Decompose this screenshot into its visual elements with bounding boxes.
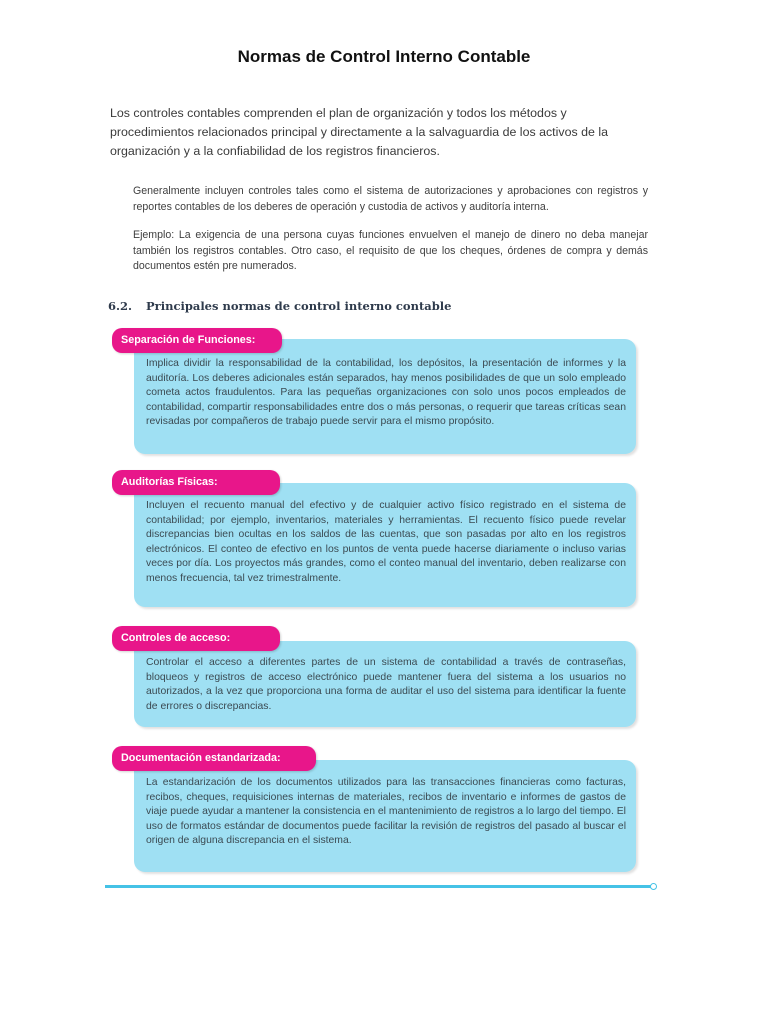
norm-label-controles-acceso: Controles de acceso: [112,626,280,651]
section-title: Principales normas de control interno contable [146,299,452,313]
norm-text: Controlar el acceso a diferentes partes de un sistema de contabilidad a través de contraseñas, bloqueos y registros de acceso electrónico puede mantener fuera del sistema a los usuarios no autorizados, a la vez que proporciona una forma de auditar el uso del sistema para identificar la fuente de errores o discrepancias. [146,657,626,712]
norm-text: Incluyen el recuento manual del efectivo y de cualquier activo físico registrado en el sistema de contabilidad; por ejemplo, inventarios, materiales y herramientas. El recuento físico puede revelar discrepancias bien ocultas en los saldos de las cuentas, que son pasadas por alto en los registros electrónicos. El conteo de efectivo en los puntos de venta puede hacerse diariamente o incluso varias veces por día. Los proyectos más grandes, como el conteo manual del inventario, deben realizarse con menos frecuencia, tal vez trimestralmente. [146,500,626,584]
footer-rule-end-dot [650,883,657,890]
norm-card-controles-acceso [134,641,636,727]
norm-card-auditorias [134,483,636,607]
paragraph-general: Generalmente incluyen controles tales como el sistema de autorizaciones y aprobaciones con registros y reportes contables de los deberes de operación y custodia de activos y auditoría interna. [133,185,648,213]
section-number: 6.2. [108,299,133,313]
paragraph-example: Ejemplo: La exigencia de una persona cuyas funciones envuelven el manejo de dinero no deba manejar también los registros contables. Otro caso, el requisito de que los cheques, órdenes de compra y demás documentos estén pre numerados. [133,229,648,272]
page-title: Normas de Control Interno Contable [237,47,531,66]
norm-label-documentacion: Documentación estandarizada: [112,746,316,771]
norm-card-separacion [134,339,636,454]
intro-paragraph: Los controles contables comprenden el plan de organización y todos los métodos y procedimientos relacionados principal y directamente a la salvaguardia de los activos de la organización y a la confiabilidad de los registros financieros. [110,106,608,158]
footer-rule [105,885,653,888]
norm-label-auditorias: Auditorías Físicas: [112,470,280,495]
norm-card-documentacion [134,760,636,872]
norm-text: Implica dividir la responsabilidad de la contabilidad, los depósitos, la presentación de informes y la auditoría. Los deberes adicionales están separados, hay menos posibilidades de que un solo empleado cometa actos fraudulentos. Para las pequeñas organizaciones con solo unos pocos empleados de contabilidad, compartir responsabilidades entre dos o más personas, o requerir que tareas críticas sean revisadas por compañeros de trabajo puede servir para el mismo propósito. [146,358,626,428]
section-heading [108,299,451,313]
norm-text: La estandarización de los documentos utilizados para las transacciones financieras como facturas, recibos, cheques, requisiciones internas de materiales, recibos de inventario e informes de gastos de viaje puede ayudar a mantener la consistencia en el mantenimiento de registros a lo largo del tiempo. El uso de formatos estándar de documentos puede facilitar la revisión de registros del pasado al buscar el origen de alguna discrepancia en el sistema. [146,777,626,847]
norm-label-separacion: Separación de Funciones: [112,328,282,353]
